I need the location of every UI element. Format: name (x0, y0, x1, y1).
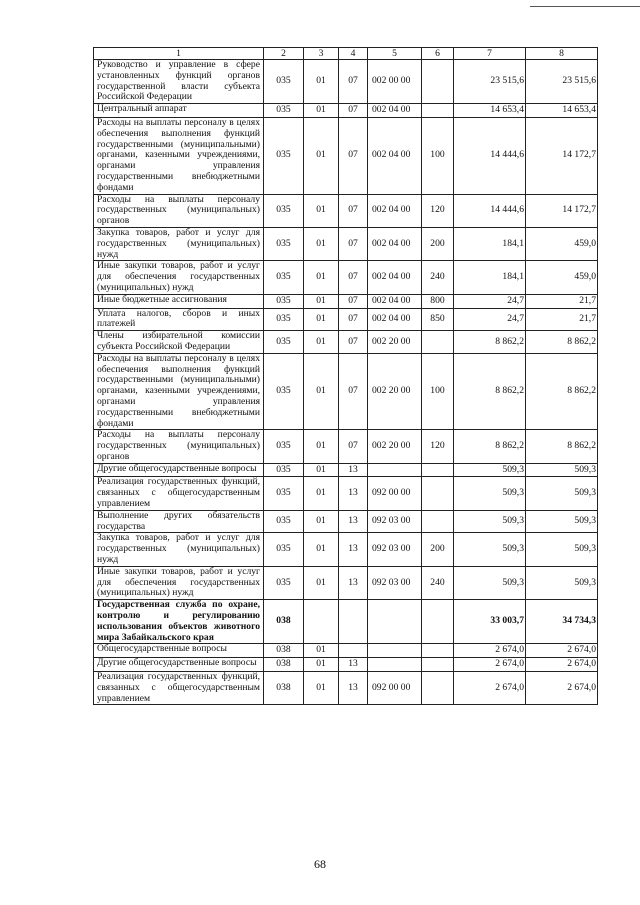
row-section: 01 (304, 463, 339, 477)
row-amount-year2: 459,0 (526, 227, 598, 260)
row-amount-year1: 8 862,2 (454, 331, 526, 354)
row-target-article: 092 03 00 (368, 533, 422, 566)
row-amount-year1: 24,7 (454, 308, 526, 331)
row-expense-type (422, 658, 454, 672)
row-expense-type (422, 60, 454, 104)
row-name: Закупка товаров, работ и услуг для государственных (муниципальных) нужд (94, 533, 264, 566)
row-ministry-code: 035 (264, 477, 304, 510)
row-name: Центральный аппарат (94, 104, 264, 118)
corner-mark (530, 6, 640, 7)
row-subsection: 07 (339, 261, 368, 294)
row-section: 01 (304, 477, 339, 510)
table-row (94, 463, 598, 477)
row-expense-type: 120 (422, 430, 454, 463)
row-target-article: 002 04 00 (368, 104, 422, 118)
row-expense-type: 200 (422, 227, 454, 260)
row-amount-year2: 21,7 (526, 308, 598, 331)
row-subsection: 13 (339, 672, 368, 705)
row-target-article (368, 463, 422, 477)
header-cell: 8 (526, 48, 598, 60)
row-subsection: 13 (339, 510, 368, 533)
row-amount-year1: 509,3 (454, 566, 526, 599)
table-row (94, 533, 598, 566)
row-name: Государственная служба по охране, контролю и регулированию использования объектов животного мира Забайкальского края (94, 600, 264, 644)
row-section: 01 (304, 261, 339, 294)
row-name: Закупка товаров, работ и услуг для государственных (муниципальных) нужд (94, 227, 264, 260)
table-row (94, 294, 598, 308)
row-amount-year1: 2 674,0 (454, 672, 526, 705)
row-ministry-code: 035 (264, 294, 304, 308)
row-ministry-code: 035 (264, 353, 304, 430)
header-cell: 7 (454, 48, 526, 60)
row-expense-type (422, 600, 454, 644)
row-subsection: 07 (339, 308, 368, 331)
row-section: 01 (304, 353, 339, 430)
row-subsection: 07 (339, 104, 368, 118)
row-amount-year1: 2 674,0 (454, 658, 526, 672)
row-ministry-code: 035 (264, 194, 304, 227)
row-subsection: 07 (339, 194, 368, 227)
row-name: Иные бюджетные ассигнования (94, 294, 264, 308)
row-section: 01 (304, 644, 339, 658)
row-section: 01 (304, 117, 339, 194)
row-amount-year2: 509,3 (526, 533, 598, 566)
row-amount-year1: 23 515,6 (454, 60, 526, 104)
row-expense-type (422, 463, 454, 477)
row-expense-type (422, 644, 454, 658)
row-ministry-code: 038 (264, 600, 304, 644)
row-section: 01 (304, 510, 339, 533)
row-subsection: 13 (339, 658, 368, 672)
row-amount-year1: 14 444,6 (454, 117, 526, 194)
row-name: Другие общегосударственные вопросы (94, 658, 264, 672)
row-ministry-code: 035 (264, 463, 304, 477)
row-ministry-code: 035 (264, 117, 304, 194)
row-expense-type: 240 (422, 261, 454, 294)
row-target-article: 002 04 00 (368, 308, 422, 331)
row-section: 01 (304, 194, 339, 227)
row-target-article: 092 00 00 (368, 477, 422, 510)
page-number: 68 (314, 857, 326, 871)
row-name: Члены избирательной комиссии субъекта Российской Федерации (94, 331, 264, 354)
row-subsection (339, 600, 368, 644)
row-name: Расходы на выплаты персоналу в целях обеспечения выполнения функций государственными (муниципальными) органами, казенными учреждениями, органами управления государственными внебюджетными фондами (94, 117, 264, 194)
row-expense-type: 100 (422, 353, 454, 430)
row-amount-year2: 509,3 (526, 510, 598, 533)
row-amount-year2: 2 674,0 (526, 658, 598, 672)
row-expense-type: 200 (422, 533, 454, 566)
row-subsection: 13 (339, 533, 368, 566)
row-amount-year2: 23 515,6 (526, 60, 598, 104)
header-cell: 1 (94, 48, 264, 60)
header-cell: 2 (264, 48, 304, 60)
row-amount-year2: 509,3 (526, 477, 598, 510)
row-amount-year1: 509,3 (454, 533, 526, 566)
budget-table (93, 47, 598, 705)
row-name: Иные закупки товаров, работ и услуг для обеспечения государственных (муниципальных) нужд (94, 566, 264, 599)
row-ministry-code: 038 (264, 672, 304, 705)
row-ministry-code: 038 (264, 658, 304, 672)
row-section (304, 600, 339, 644)
row-expense-type (422, 104, 454, 118)
table-row (94, 308, 598, 331)
row-target-article: 092 03 00 (368, 510, 422, 533)
row-section: 01 (304, 294, 339, 308)
table-row (94, 566, 598, 599)
table-row (94, 672, 598, 705)
row-target-article (368, 600, 422, 644)
row-section: 01 (304, 227, 339, 260)
header-cell: 5 (368, 48, 422, 60)
header-cell: 4 (339, 48, 368, 60)
table-row (94, 104, 598, 118)
row-name: Реализация государственных функций, связанных с общегосударственным управлением (94, 477, 264, 510)
header-row (94, 48, 598, 60)
row-name: Другие общегосударственные вопросы (94, 463, 264, 477)
row-target-article: 002 04 00 (368, 261, 422, 294)
row-target-article: 002 04 00 (368, 117, 422, 194)
row-section: 01 (304, 331, 339, 354)
row-amount-year2: 459,0 (526, 261, 598, 294)
row-subsection (339, 644, 368, 658)
row-expense-type: 240 (422, 566, 454, 599)
row-name: Уплата налогов, сборов и иных платежей (94, 308, 264, 331)
row-amount-year2: 8 862,2 (526, 430, 598, 463)
row-name: Реализация государственных функций, связанных с общегосударственным управлением (94, 672, 264, 705)
row-expense-type (422, 510, 454, 533)
row-amount-year1: 184,1 (454, 227, 526, 260)
table-body (94, 60, 598, 705)
row-expense-type (422, 672, 454, 705)
row-amount-year1: 33 003,7 (454, 600, 526, 644)
row-name: Общегосударственные вопросы (94, 644, 264, 658)
row-name: Расходы на выплаты персоналу государственных (муниципальных) органов (94, 194, 264, 227)
table-row (94, 644, 598, 658)
row-name: Иные закупки товаров, работ и услуг для обеспечения государственных (муниципальных) нужд (94, 261, 264, 294)
row-expense-type (422, 477, 454, 510)
row-section: 01 (304, 658, 339, 672)
row-expense-type: 120 (422, 194, 454, 227)
row-section: 01 (304, 566, 339, 599)
table-row (94, 261, 598, 294)
row-section: 01 (304, 60, 339, 104)
row-target-article: 002 04 00 (368, 294, 422, 308)
row-target-article: 002 20 00 (368, 353, 422, 430)
row-subsection: 07 (339, 227, 368, 260)
row-amount-year1: 8 862,2 (454, 430, 526, 463)
row-expense-type: 800 (422, 294, 454, 308)
table-row (94, 600, 598, 644)
row-subsection: 13 (339, 566, 368, 599)
row-subsection: 07 (339, 294, 368, 308)
row-target-article (368, 658, 422, 672)
row-ministry-code: 035 (264, 331, 304, 354)
row-ministry-code: 035 (264, 566, 304, 599)
row-ministry-code: 035 (264, 308, 304, 331)
row-section: 01 (304, 430, 339, 463)
row-amount-year1: 509,3 (454, 477, 526, 510)
row-amount-year1: 2 674,0 (454, 644, 526, 658)
row-target-article: 002 20 00 (368, 430, 422, 463)
row-name: Расходы на выплаты персоналу в целях обеспечения выполнения функций государственными (муниципальными) органами, казенными учреждениями, органами управления государственными внебюджетными фондами (94, 353, 264, 430)
row-amount-year1: 14 444,6 (454, 194, 526, 227)
row-ministry-code: 035 (264, 227, 304, 260)
row-subsection: 07 (339, 353, 368, 430)
table-row (94, 60, 598, 104)
table-row (94, 353, 598, 430)
row-amount-year1: 509,3 (454, 510, 526, 533)
table-row (94, 658, 598, 672)
row-amount-year2: 34 734,3 (526, 600, 598, 644)
row-expense-type: 850 (422, 308, 454, 331)
row-target-article: 002 04 00 (368, 227, 422, 260)
row-target-article: 002 04 00 (368, 194, 422, 227)
row-ministry-code: 035 (264, 510, 304, 533)
row-name: Руководство и управление в сфере установленных функций органов государственной власти субъекта Российской Федерации (94, 60, 264, 104)
row-section: 01 (304, 308, 339, 331)
row-subsection: 07 (339, 430, 368, 463)
row-ministry-code: 038 (264, 644, 304, 658)
row-expense-type: 100 (422, 117, 454, 194)
row-name: Расходы на выплаты персоналу государственных (муниципальных) органов (94, 430, 264, 463)
row-amount-year2: 509,3 (526, 463, 598, 477)
row-amount-year1: 14 653,4 (454, 104, 526, 118)
row-subsection: 13 (339, 477, 368, 510)
row-amount-year2: 509,3 (526, 566, 598, 599)
row-subsection: 07 (339, 60, 368, 104)
row-ministry-code: 035 (264, 261, 304, 294)
row-amount-year1: 184,1 (454, 261, 526, 294)
row-amount-year2: 14 653,4 (526, 104, 598, 118)
row-target-article: 092 00 00 (368, 672, 422, 705)
table-row (94, 227, 598, 260)
row-amount-year2: 8 862,2 (526, 331, 598, 354)
row-amount-year2: 21,7 (526, 294, 598, 308)
row-amount-year1: 8 862,2 (454, 353, 526, 430)
row-amount-year2: 8 862,2 (526, 353, 598, 430)
row-ministry-code: 035 (264, 104, 304, 118)
row-target-article (368, 644, 422, 658)
row-section: 01 (304, 533, 339, 566)
table-row (94, 194, 598, 227)
table-row (94, 117, 598, 194)
row-section: 01 (304, 104, 339, 118)
row-ministry-code: 035 (264, 430, 304, 463)
row-section: 01 (304, 672, 339, 705)
row-amount-year1: 24,7 (454, 294, 526, 308)
row-target-article: 002 20 00 (368, 331, 422, 354)
row-amount-year2: 14 172,7 (526, 117, 598, 194)
row-name: Выполнение других обязательств государства (94, 510, 264, 533)
row-target-article: 002 00 00 (368, 60, 422, 104)
header-cell: 3 (304, 48, 339, 60)
row-amount-year2: 2 674,0 (526, 672, 598, 705)
row-amount-year1: 509,3 (454, 463, 526, 477)
row-subsection: 07 (339, 117, 368, 194)
row-amount-year2: 14 172,7 (526, 194, 598, 227)
table-row (94, 331, 598, 354)
table-row (94, 477, 598, 510)
row-target-article: 092 03 00 (368, 566, 422, 599)
row-amount-year2: 2 674,0 (526, 644, 598, 658)
row-subsection: 13 (339, 463, 368, 477)
table-row (94, 510, 598, 533)
row-ministry-code: 035 (264, 60, 304, 104)
table-row (94, 430, 598, 463)
row-ministry-code: 035 (264, 533, 304, 566)
row-subsection: 07 (339, 331, 368, 354)
header-cell: 6 (422, 48, 454, 60)
row-expense-type (422, 331, 454, 354)
